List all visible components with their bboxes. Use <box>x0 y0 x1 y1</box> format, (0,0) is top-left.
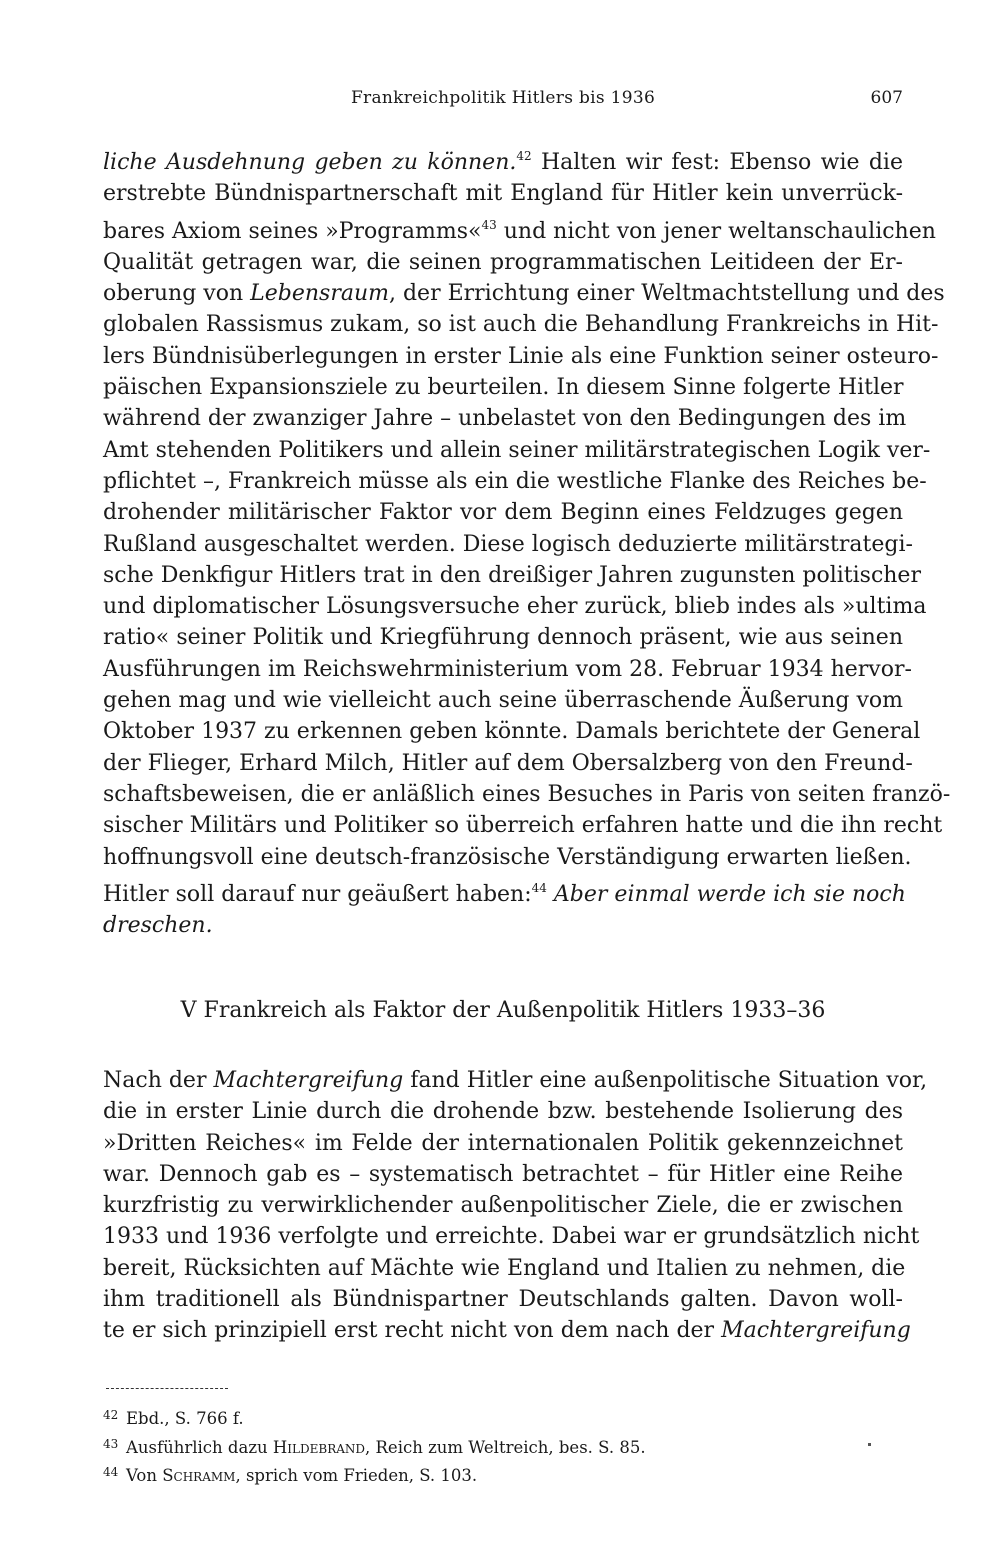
text-line: »Dritten Reiches« im Felde der internationalen Politik gekennzeichnet <box>103 1130 903 1156</box>
text-line: Nach der Machtergreifung fand Hitler eine außenpolitische Situation vor, <box>103 1068 928 1093</box>
text-line: Oktober 1937 zu erkennen geben könnte. Damals berichtete der General <box>103 719 921 745</box>
text-line: gehen mag und wie vielleicht auch seine überraschende Äußerung vom <box>103 688 903 714</box>
text-line: Amt stehenden Politikers und allein seiner militärstrategischen Logik ver- <box>103 437 931 463</box>
text-line: schaftsbeweisen, die er anläßlich eines Besuches in Paris von seiten franzö- <box>103 781 951 807</box>
text-line: lers Bündnisüberlegungen in erster Linie als eine Funktion seiner osteuro- <box>103 343 939 369</box>
text-line: kurzfristig zu verwirklichender außenpolitischer Ziele, die er zwischen <box>103 1193 903 1219</box>
text-line: der Flieger, Erhard Milch, Hitler auf dem Obersalzberg von den Freund- <box>103 750 913 776</box>
page-number: 607 <box>870 88 903 108</box>
body-paragraph-2 <box>103 1065 928 1347</box>
text-line: liche Ausdehnung geben zu können.$^{42}$ Halten wir fest: Ebenso wie die <box>103 149 903 175</box>
running-header <box>103 88 903 118</box>
text-line: und diplomatischer Lösungsversuche eher zurück, blieb indes als »ultima <box>103 594 927 620</box>
text-line: te er sich prinzipiell erst recht nicht von dem nach der Machtergreifung <box>103 1318 911 1344</box>
text-line: ratio« seiner Politik und Kriegführung dennoch präsent, wie aus seinen <box>103 625 903 651</box>
text-line: bereit, Rücksichten auf Mächte wie England und Italien zu nehmen, die <box>103 1255 906 1281</box>
text-line: dreschen. <box>103 913 213 939</box>
text-line: Qualität getragen war, die seinen programmatischen Leitideen der Er- <box>103 249 903 275</box>
body-paragraph-1 <box>103 141 951 941</box>
text-line: ihm traditionell als Bündnispartner Deutschlands galten. Davon woll- <box>103 1287 903 1313</box>
text-line: Hitler soll darauf nur geäußert haben:$^{44}$ Aber einmal werde ich sie noch <box>103 880 906 907</box>
text-line: 1933 und 1936 verfolgte und erreichte. Dabei war er grundsätzlich nicht <box>103 1224 920 1250</box>
footnote-44: 44 Von Schramm, sprich vom Frieden, S. 103. <box>103 1465 478 1485</box>
text-line: sche Denkfigur Hitlers trat in den dreißiger Jahren zugunsten politischer <box>103 562 921 588</box>
text-line: war. Dennoch gab es – systematisch betrachtet – für Hitler eine Reihe <box>103 1161 903 1187</box>
footnote-43: 43 Ausführlich dazu Hildebrand, Reich zum Weltreich, bes. S. 85. <box>103 1436 646 1457</box>
footnote-42: 42 Ebd., S. 766 f. <box>103 1408 244 1428</box>
text-line: erstrebte Bündnispartnerschaft mit England für Hitler kein unverrück- <box>103 181 903 207</box>
text-line: Rußland ausgeschaltet werden. Diese logisch deduzierte militärstrategi- <box>103 531 913 557</box>
text-line: globalen Rassismus zukam, so ist auch die Behandlung Frankreichs in Hit- <box>103 312 939 338</box>
text-line: pflichtet –, Frankreich müsse als ein die westliche Flanke des Reiches be- <box>103 468 927 494</box>
footnote-separator <box>106 1388 228 1389</box>
text-line: drohender militärischer Faktor vor dem Beginn eines Feldzuges gegen <box>103 500 903 526</box>
stray-mark <box>868 1443 871 1446</box>
section-heading: V Frankreich als Faktor der Außenpolitik Hitlers 1933–36 <box>180 998 826 1023</box>
text-line: hoffnungsvoll eine deutsch-französische Verständigung erwarten ließen. <box>103 844 912 870</box>
text-line: während der zwanziger Jahre – unbelastet von den Bedingungen des im <box>103 406 907 432</box>
running-title: Frankreichpolitik Hitlers bis 1936 <box>350 88 656 108</box>
text-line: oberung von Lebensraum, der Errichtung einer Weltmachtstellung und des <box>103 281 945 307</box>
text-line: Ausführungen im Reichswehrministerium vom 28. Februar 1934 hervor- <box>103 656 912 682</box>
text-line: die in erster Linie durch die drohende bzw. bestehende Isolierung des <box>103 1099 903 1125</box>
text-line: päischen Expansionsziele zu beurteilen. In diesem Sinne folgerte Hitler <box>103 375 904 401</box>
text-line: sischer Militärs und Politiker so überreich erfahren hatte und die ihn recht <box>103 813 943 839</box>
text-line: bares Axiom seines »Programms«$^{43}$ und nicht von jener weltanschaulichen <box>103 217 936 244</box>
footnotes <box>103 1403 903 1489</box>
